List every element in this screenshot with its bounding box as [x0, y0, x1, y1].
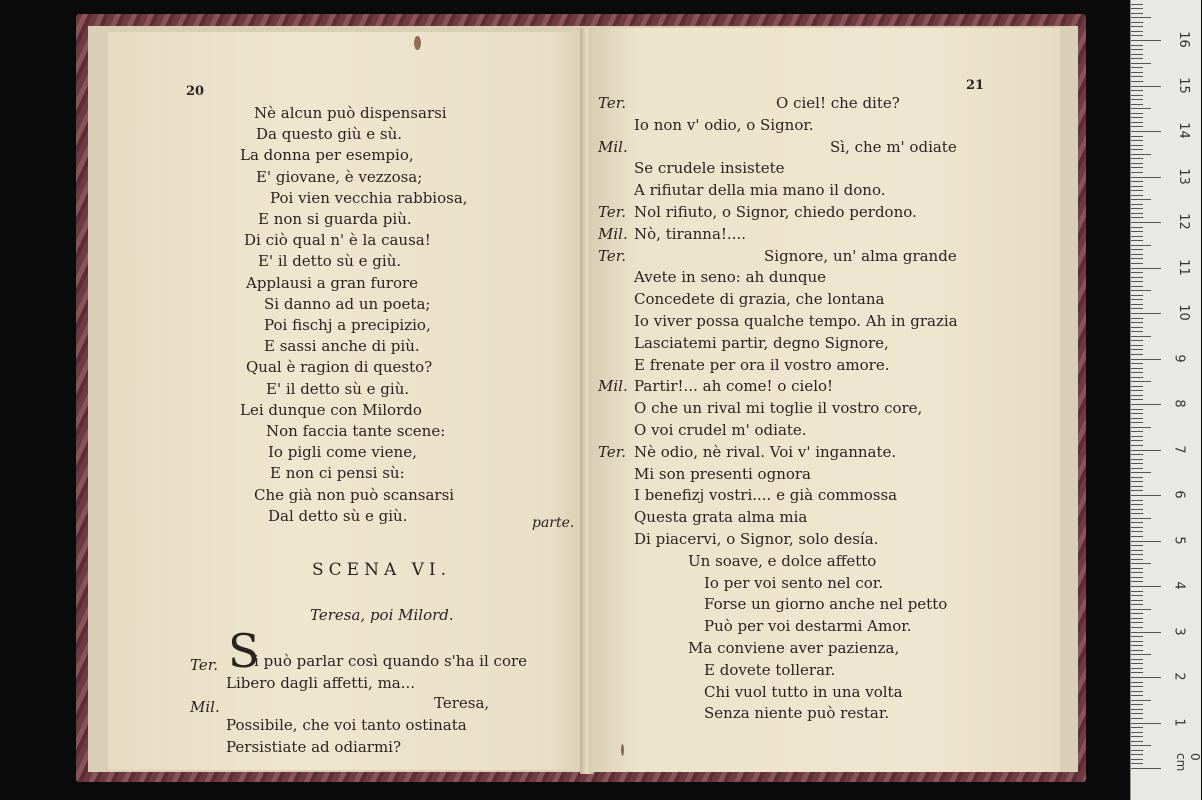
- dialogue-line: Nè odio, nè rival. Voi v' ingannate.: [634, 442, 897, 461]
- ruler-tick: [1131, 313, 1161, 314]
- ruler-tick: [1131, 709, 1143, 710]
- ruler-tick: [1131, 390, 1143, 391]
- ruler-tick: [1131, 345, 1143, 346]
- verse-line: Qual è ragion di questo?: [246, 358, 433, 377]
- ruler-tick: [1131, 554, 1143, 555]
- dialogue-line: Questa grata alma mia: [634, 508, 808, 527]
- ruler-tick: [1131, 99, 1143, 100]
- ruler-tick: [1131, 668, 1143, 669]
- ruler-tick: [1131, 563, 1151, 564]
- ruler-tick: [1131, 368, 1143, 369]
- ruler-tick: [1131, 700, 1151, 701]
- dialogue-line: Concedete di grazia, che lontana: [634, 290, 885, 309]
- ruler-tick: [1131, 750, 1143, 751]
- ruler-tick: [1131, 263, 1143, 264]
- ruler-number: 15: [1175, 76, 1191, 94]
- ruler-number: 12: [1175, 213, 1191, 230]
- ruler-tick: [1131, 381, 1151, 382]
- verse-line: E' il detto sù e giù.: [258, 252, 402, 271]
- verse-line: Da questo giù e sù.: [256, 125, 403, 144]
- ruler-tick: [1131, 17, 1151, 18]
- verse-line: E non si guarda più.: [258, 210, 412, 228]
- ruler-tick: [1131, 404, 1161, 405]
- verse-line: La donna per esempio,: [240, 146, 414, 165]
- ruler-tick: [1131, 454, 1143, 455]
- ruler-tick: [1131, 377, 1143, 378]
- scene-characters: Teresa, poi Milord.: [310, 606, 454, 624]
- ruler-tick: [1131, 463, 1143, 464]
- ruler-tick: [1131, 604, 1143, 605]
- scene-title: SCENA VI.: [312, 560, 452, 580]
- ruler-tick: [1131, 591, 1143, 592]
- ruler-tick: [1131, 195, 1143, 196]
- dialogue-line: Libero dagli affetti, ma...: [226, 674, 416, 692]
- dialogue-line: Nò, tiranna!....: [634, 224, 746, 243]
- ruler-number: 11: [1175, 258, 1191, 276]
- dialogue-line: Può per voi destarmi Amor.: [704, 617, 912, 636]
- ruler-tick: [1131, 208, 1143, 209]
- ruler-tick: [1131, 140, 1143, 141]
- ruler-tick: [1131, 763, 1143, 764]
- ruler-tick: [1131, 163, 1143, 164]
- ruler-tick: [1131, 58, 1143, 59]
- ruler-tick: [1131, 81, 1143, 82]
- ruler-tick: [1131, 600, 1143, 601]
- dialogue-line: Di piacervi, o Signor, solo desía.: [634, 530, 879, 548]
- dialogue-line: A rifiutar della mia mano il dono.: [634, 181, 886, 200]
- ruler-tick: [1131, 622, 1143, 623]
- ruler-tick: [1131, 186, 1143, 187]
- ruler-tick: [1131, 113, 1143, 114]
- ruler-number: 7: [1171, 444, 1187, 454]
- dialogue-line: Un soave, e dolce affetto: [688, 551, 877, 570]
- left-page-number: 20: [186, 84, 205, 99]
- ruler-tick: [1131, 427, 1151, 428]
- ruler-tick: [1131, 672, 1143, 673]
- ruler-tick: [1131, 513, 1143, 514]
- ruler-tick: [1131, 245, 1151, 246]
- ruler-tick: [1131, 732, 1143, 733]
- dialogue-line: i può parlar così quando s'ha il core: [254, 652, 528, 670]
- ruler-number: 2: [1171, 672, 1187, 681]
- ruler-tick: [1131, 199, 1151, 200]
- dialogue-line: Teresa,: [434, 694, 490, 712]
- ruler-tick: [1131, 349, 1143, 350]
- ruler-tick: [1131, 236, 1143, 237]
- ruler-tick: [1131, 286, 1143, 287]
- ruler-tick: [1131, 568, 1143, 569]
- ruler-tick: [1131, 154, 1151, 155]
- ruler-tick: [1131, 545, 1143, 546]
- ruler-tick: [1131, 318, 1143, 319]
- ruler-tick: [1131, 268, 1161, 269]
- ruler-tick: [1131, 40, 1161, 41]
- ruler-number: 14: [1175, 122, 1191, 139]
- ruler-tick: [1131, 190, 1143, 191]
- ruler-tick: [1131, 227, 1143, 228]
- verse-line: Nè alcun può dispensarsi: [254, 104, 447, 122]
- dialogue-line: Possibile, che voi tanto ostinata: [226, 716, 467, 734]
- ruler-tick: [1131, 254, 1143, 255]
- ruler-tick: [1131, 222, 1161, 223]
- ruler-tick: [1131, 409, 1143, 410]
- verse-line: Poi fischj a precipizio,: [264, 316, 431, 334]
- ruler-tick: [1131, 636, 1143, 637]
- ruler-tick: [1131, 327, 1143, 328]
- ruler-tick: [1131, 586, 1161, 587]
- speaker-label: Mil.: [598, 377, 628, 396]
- ruler-tick: [1131, 550, 1143, 551]
- speaker-label: Ter.: [598, 94, 627, 112]
- ruler-tick: [1131, 22, 1143, 23]
- drop-cap: S: [228, 624, 260, 678]
- ink-stain: [414, 36, 421, 50]
- dialogue-line: Nol rifiuto, o Signor, chiedo perdono.: [634, 203, 917, 221]
- ruler-tick: [1131, 372, 1143, 373]
- ruler-tick: [1131, 759, 1143, 760]
- ruler-tick: [1131, 26, 1143, 27]
- ruler-tick: [1131, 131, 1161, 132]
- ruler-tick: [1131, 595, 1143, 596]
- ruler-tick: [1131, 90, 1143, 91]
- ruler-tick: [1131, 281, 1143, 282]
- dialogue-line: Persistiate ad odiarmi?: [226, 738, 402, 756]
- ruler-tick: [1131, 422, 1143, 423]
- ruler-tick: [1131, 336, 1151, 337]
- ruler-tick: [1131, 126, 1143, 127]
- dialogue-line: O voi crudel m' odiate.: [634, 421, 807, 439]
- ruler-tick: [1131, 181, 1143, 182]
- dialogue-line: Io non v' odio, o Signor.: [634, 115, 814, 134]
- dialogue-line: E frenate per ora il vostro amore.: [634, 355, 890, 374]
- ruler-tick: [1131, 331, 1143, 332]
- ruler-tick: [1131, 654, 1151, 655]
- ruler-tick: [1131, 713, 1143, 714]
- speaker-label: Ter.: [190, 656, 219, 674]
- ruler-tick: [1131, 13, 1143, 14]
- ruler-tick: [1131, 536, 1143, 537]
- ruler-tick: [1131, 340, 1143, 341]
- verse-line: Che già non può scansarsi: [254, 485, 455, 504]
- measurement-ruler: [1130, 0, 1201, 800]
- right-page-number: 21: [966, 78, 985, 93]
- ruler-tick: [1131, 258, 1143, 259]
- dialogue-line: Mi son presenti ognora: [634, 464, 811, 483]
- dialogue-line: Io per voi sento nel cor.: [704, 573, 884, 592]
- speaker-label: Ter.: [598, 442, 627, 461]
- verse-line: Applausi a gran furore: [246, 273, 419, 292]
- ruler-tick: [1131, 645, 1143, 646]
- ruler-tick: [1131, 395, 1143, 396]
- ruler-tick: [1131, 723, 1161, 724]
- ruler-number: 4: [1171, 581, 1187, 590]
- ruler-tick: [1131, 627, 1143, 628]
- ruler-tick: [1131, 304, 1143, 305]
- verse-line: Non faccia tante scene:: [266, 422, 446, 440]
- ruler-tick: [1131, 272, 1143, 273]
- verse-line: E non ci pensi sù:: [270, 464, 405, 483]
- dialogue-line: Lasciatemi partir, degno Signore,: [634, 333, 889, 352]
- ruler-tick: [1131, 117, 1143, 118]
- ruler-tick: [1131, 477, 1143, 478]
- ruler-tick: [1131, 531, 1143, 532]
- ruler-tick: [1131, 736, 1143, 737]
- ruler-tick: [1131, 72, 1143, 73]
- ink-mark: [621, 744, 624, 756]
- ruler-tick: [1131, 67, 1143, 68]
- dialogue-line: Sì, che m' odiate: [830, 137, 957, 156]
- ruler-tick: [1131, 490, 1143, 491]
- ruler-tick: [1131, 76, 1143, 77]
- ruler-tick: [1131, 613, 1143, 614]
- ruler-tick: [1131, 500, 1143, 501]
- ruler-tick: [1131, 704, 1143, 705]
- ruler-tick: [1131, 495, 1161, 496]
- ruler-tick: [1131, 504, 1143, 505]
- verse-line: E sassi anche di più.: [264, 337, 420, 356]
- verse-line: Lei dunque con Milordo: [240, 400, 422, 419]
- ruler-tick: [1131, 177, 1161, 178]
- ruler-tick: [1131, 386, 1143, 387]
- ruler-tick: [1131, 691, 1143, 692]
- speaker-label: Mil.: [598, 224, 628, 243]
- ruler-tick: [1131, 472, 1151, 473]
- speaker-label: Mil.: [190, 698, 220, 716]
- ruler-tick: [1131, 572, 1143, 573]
- ruler-tick: [1131, 745, 1151, 746]
- ruler-tick: [1131, 436, 1143, 437]
- speaker-label: Ter.: [598, 246, 627, 265]
- dialogue-line: Senza niente può restar.: [704, 704, 890, 723]
- ruler-tick: [1131, 509, 1143, 510]
- verse-line: E' il detto sù e giù.: [266, 379, 410, 398]
- dialogue-line: E dovete tollerar.: [704, 660, 836, 679]
- ruler-tick: [1131, 609, 1151, 610]
- ruler-tick: [1131, 632, 1161, 633]
- verse-line: Io pigli come viene,: [268, 443, 417, 462]
- speaker-label: Ter.: [598, 203, 627, 221]
- ruler-tick: [1131, 727, 1143, 728]
- ruler-tick: [1131, 754, 1143, 755]
- ruler-tick: [1131, 299, 1143, 300]
- ruler-tick: [1131, 581, 1143, 582]
- ruler-tick: [1131, 31, 1143, 32]
- ruler-tick: [1131, 577, 1143, 578]
- verse-line: Dal detto sù e giù.: [268, 506, 408, 525]
- ruler-tick: [1131, 35, 1143, 36]
- dialogue-line: Se crudele insistete: [634, 159, 785, 178]
- ruler-tick: [1131, 249, 1143, 250]
- ruler-number: 8: [1171, 399, 1187, 408]
- ruler-tick: [1131, 213, 1143, 214]
- ruler-tick: [1131, 308, 1143, 309]
- verse-line: E' giovane, è vezzosa;: [256, 167, 423, 186]
- ruler-tick: [1131, 104, 1143, 105]
- ruler-number: 1: [1171, 717, 1187, 727]
- ruler-tick: [1131, 158, 1143, 159]
- ruler-tick: [1131, 240, 1143, 241]
- ruler-tick: [1131, 363, 1143, 364]
- ruler-tick: [1131, 718, 1143, 719]
- dialogue-line: Avete in seno: ah dunque: [634, 268, 826, 287]
- ruler-tick: [1131, 663, 1143, 664]
- ruler-tick: [1131, 108, 1151, 109]
- ruler-number: 6: [1171, 490, 1187, 499]
- ruler-tick: [1131, 518, 1151, 519]
- ruler-tick: [1131, 445, 1143, 446]
- exit-direction: parte.: [532, 515, 575, 531]
- dialogue-line: Chi vuol tutto in una volta: [704, 682, 903, 701]
- ruler-tick: [1131, 217, 1143, 218]
- ruler-tick: [1131, 8, 1143, 9]
- ruler-tick: [1131, 354, 1143, 355]
- ruler-tick: [1131, 541, 1161, 542]
- ruler-tick: [1131, 4, 1143, 5]
- ruler-tick: [1131, 659, 1143, 660]
- dialogue-line: Ma conviene aver pazienza,: [688, 639, 900, 657]
- verse-line: Si danno ad un poeta;: [264, 294, 431, 313]
- ruler-number: 9: [1171, 353, 1187, 363]
- verse-line: Poi vien vecchia rabbiosa,: [270, 188, 468, 207]
- ruler-tick: [1131, 95, 1143, 96]
- ruler-tick: [1131, 231, 1143, 232]
- dialogue-line: Signore, un' alma grande: [764, 246, 957, 265]
- ruler-tick: [1131, 522, 1143, 523]
- ruler-tick: [1131, 527, 1143, 528]
- ruler-tick: [1131, 650, 1143, 651]
- dialogue-line: Io viver possa qualche tempo. Ah in grazia: [634, 312, 958, 330]
- ruler-tick: [1131, 359, 1161, 360]
- ruler-tick: [1131, 440, 1143, 441]
- ruler-tick: [1131, 741, 1143, 742]
- ruler-tick: [1131, 63, 1151, 64]
- ruler-tick: [1131, 695, 1143, 696]
- ruler-number: 3: [1171, 626, 1187, 636]
- ruler-tick: [1131, 204, 1143, 205]
- ruler-tick: [1131, 559, 1143, 560]
- ruler-tick: [1131, 145, 1143, 146]
- ruler-tick: [1131, 618, 1143, 619]
- ruler-tick: [1131, 481, 1143, 482]
- ruler-tick: [1131, 641, 1143, 642]
- ruler-tick: [1131, 149, 1143, 150]
- ruler-tick: [1131, 677, 1161, 678]
- ruler-tick: [1131, 54, 1143, 55]
- dialogue-line: Forse un giorno anche nel petto: [704, 595, 948, 614]
- ruler-tick: [1131, 431, 1143, 432]
- dialogue-line: O che un rival mi toglie il vostro core,: [634, 399, 923, 418]
- ruler-tick: [1131, 49, 1143, 50]
- ruler-unit-label: 0 cm: [1174, 753, 1202, 772]
- ruler-tick: [1131, 768, 1161, 769]
- ruler-tick: [1131, 399, 1143, 400]
- ruler-number: 16: [1175, 31, 1191, 48]
- ruler-tick: [1131, 413, 1143, 414]
- speaker-label: Mil.: [598, 137, 628, 156]
- dialogue-line: O ciel! che dite?: [776, 94, 900, 112]
- dialogue-line: I benefizj vostri.... e già commossa: [634, 486, 898, 505]
- ruler-tick: [1131, 459, 1143, 460]
- ruler-number: 13: [1175, 167, 1191, 185]
- ruler-tick: [1131, 122, 1143, 123]
- dialogue-line: Partir!... ah come! o cielo!: [634, 377, 834, 396]
- ruler-tick: [1131, 295, 1143, 296]
- ruler-tick: [1131, 172, 1143, 173]
- ruler-tick: [1131, 486, 1143, 487]
- ruler-tick: [1131, 136, 1143, 137]
- ruler-tick: [1131, 468, 1143, 469]
- ruler-tick: [1131, 45, 1143, 46]
- ruler-tick: [1131, 682, 1143, 683]
- ruler-number: 10: [1175, 304, 1191, 321]
- ruler-tick: [1131, 322, 1143, 323]
- ruler-tick: [1131, 167, 1143, 168]
- verse-line: Di ciò qual n' è la causa!: [244, 231, 431, 250]
- ruler-tick: [1131, 686, 1143, 687]
- ruler-tick: [1131, 290, 1151, 291]
- ruler-tick: [1131, 277, 1143, 278]
- ruler-tick: [1131, 86, 1161, 87]
- ruler-tick: [1131, 450, 1161, 451]
- ruler-tick: [1131, 418, 1143, 419]
- ruler-number: 5: [1171, 535, 1187, 545]
